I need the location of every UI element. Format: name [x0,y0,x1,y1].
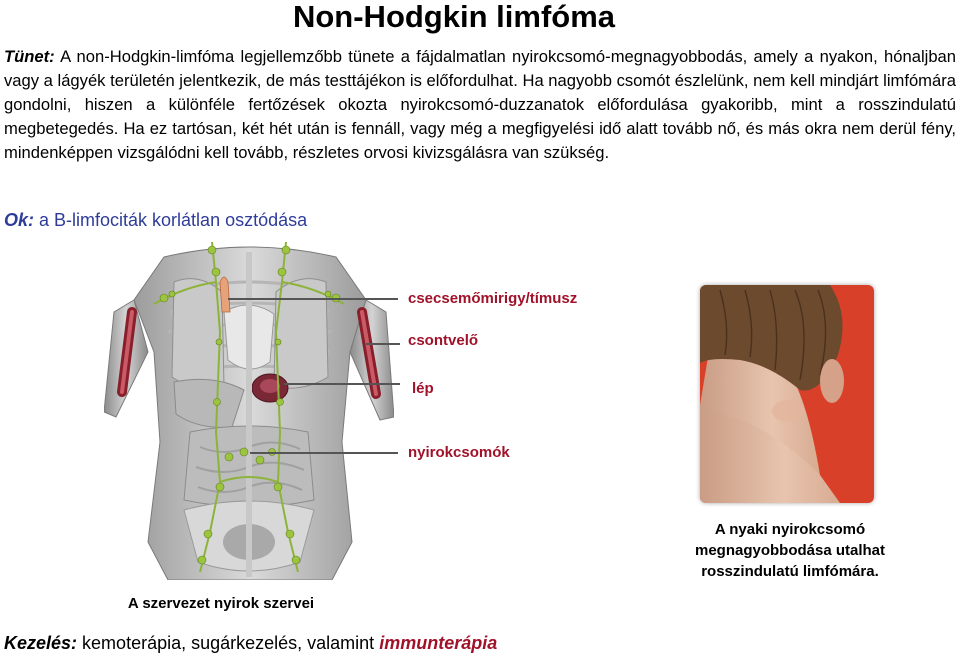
lymphatic-system-illustration [104,242,394,580]
cause-label: Ok: [4,210,35,230]
leader-line-spleen [284,383,400,385]
swollen-node [772,400,804,422]
treatment-highlight: immunterápia [379,633,498,653]
treatment-line [4,633,497,654]
symptom-label: Tünet: [4,47,55,66]
neck-photo [700,285,874,503]
treatment-label: Kezelés: [4,633,78,653]
label-thymus: csecsemőmirigy/tímusz [408,290,578,307]
ear [820,359,844,403]
treatment-text: kemoterápia, sugárkezelés, valamint [77,633,380,653]
leader-line-nodes [250,452,398,454]
label-lymph-nodes: nyirokcsomók [408,444,510,461]
neck-photo-drawing [700,285,874,503]
caption-neck-photo: A nyaki nyirokcsomó megnagyobbodása utalhat rosszindulatú limfómára. [694,521,886,580]
symptom-paragraph [4,45,956,165]
page-title: Non-Hodgkin limfóma [292,0,616,34]
leader-line-thymus [228,298,398,300]
cause-text: a B-limfociták korlátlan osztódása [34,210,308,230]
symptom-text: A non-Hodgkin-limfóma legjellemzőbb tünete a fájdalmatlan nyirokcsomó-megnagyobbodás, amely a nyakon, hónaljban vagy a lágyék területén jelentkezik, de más testtájékon is előfordulhat. Ha nagyobb csomót észlelünk, nem kell mindjárt limfómára gondolni, hiszen a különféle fertőzések okozta nyirokcsomó-duzzanatok előfordulása gyakoribb, mint a rosszindulatú megbetegedés. Ha ez tartósan, két hét után is fennáll, vagy még a megfigyelési idő alatt tovább nő, és más okra nem derül fény, mindenképpen vizsgálódni kell tovább, részletes orvosi kivizsgálásra van szükség. [4,47,956,162]
caption-lymph-organs: A szervezet nyirok szervei [127,595,315,612]
leader-line-marrow [366,343,400,345]
right-lung [274,279,328,389]
cause-line [4,210,307,231]
label-bone-marrow: csontvelő [408,332,479,349]
label-spleen: lép [412,380,434,397]
